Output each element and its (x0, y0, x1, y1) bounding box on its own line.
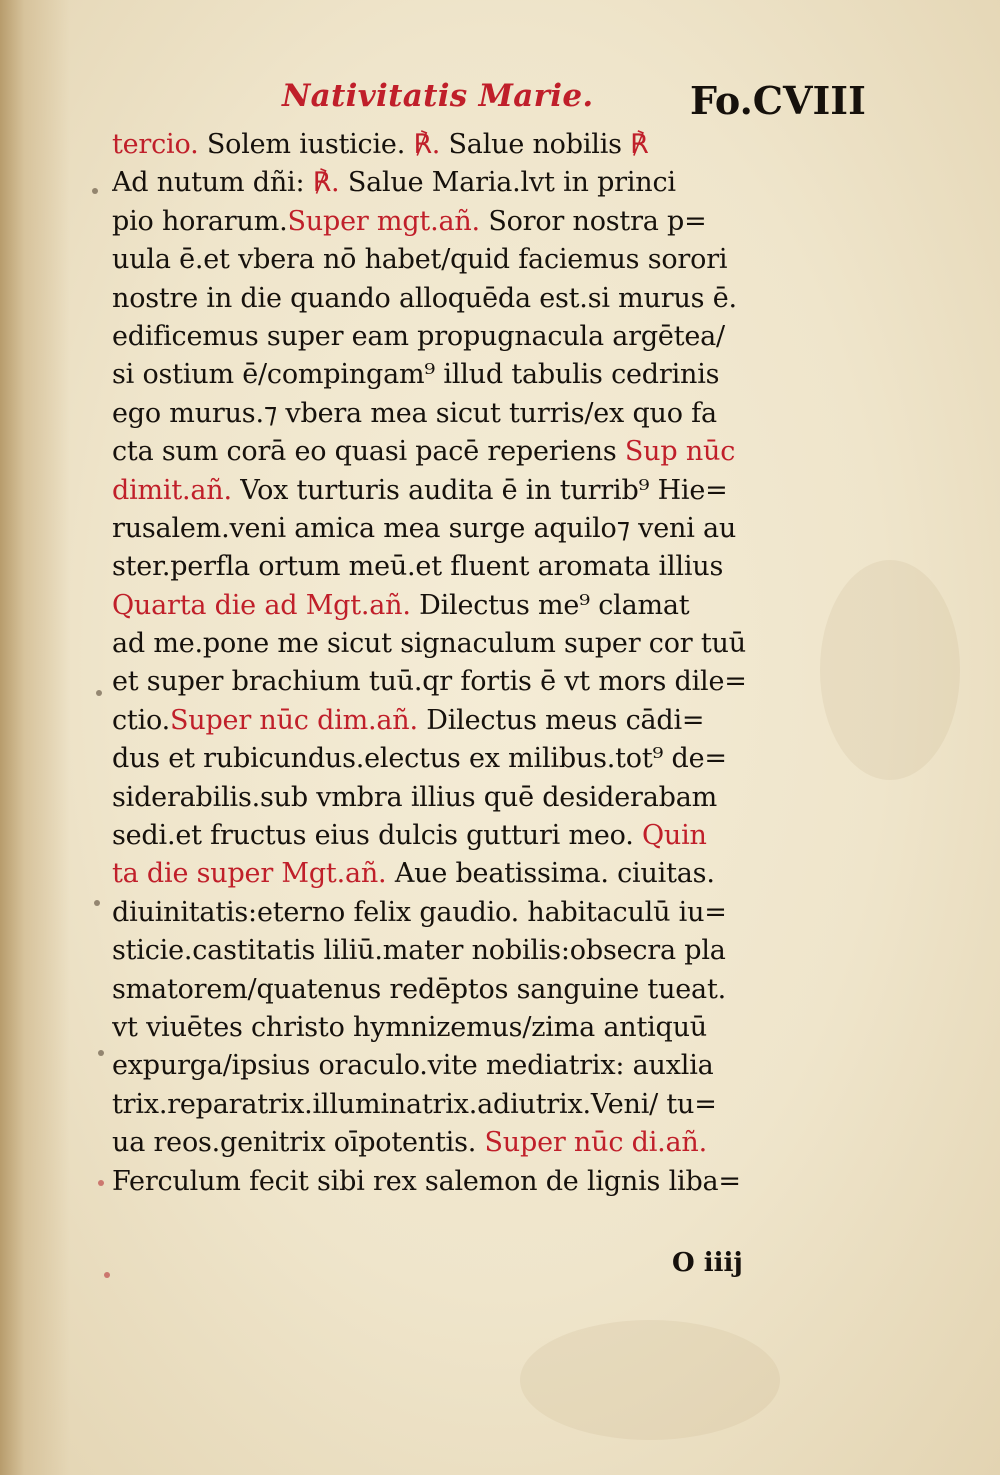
body-text: rusalem.veni amica mea surge aquilo⁊ veni au (112, 512, 737, 544)
rubric-text: ℟. (312, 167, 348, 199)
text-line (112, 1009, 882, 1047)
text-line (112, 126, 882, 164)
body-text: et super brachium tuū.qr fortis ē vt mors dile= (112, 666, 747, 698)
ink-speck (92, 188, 98, 194)
text-line (112, 203, 882, 241)
body-text: Solem iusticie. (206, 129, 414, 160)
rubric-text: Quin (642, 820, 707, 852)
body-text: uula ē.et vbera nō habet/quid faciemus sorori (112, 244, 728, 276)
ink-speck (104, 1272, 110, 1278)
rubric-text: Super mgt.añ. (287, 205, 489, 237)
body-text: siderabilis.sub vmbra illius quē desiderabam (112, 781, 718, 813)
text-line (112, 817, 882, 855)
body-text: Vox turturis audita ē in turrib⁹ Hie= (240, 474, 728, 506)
body-text: pio horarum. (112, 205, 288, 237)
text-line (112, 548, 882, 586)
body-text: ua reos.genitrix oīpotentis. (112, 1127, 485, 1159)
body-text: sedi.et fructus eius dulcis gutturi meo. (112, 820, 642, 852)
text-line (112, 356, 882, 394)
body-text: smatorem/quatenus redēptos sanguine tueat. (112, 973, 726, 1005)
signature-mark: O iiij (672, 1248, 743, 1278)
text-line (112, 587, 882, 625)
rubric-text: Super nūc dim.añ. (169, 704, 427, 736)
text-line (112, 702, 882, 740)
body-text: si ostium ē/compingam⁹ illud tabulis cedrinis (112, 359, 720, 391)
body-text: ster.perfla ortum meū.et fluent aromata illius (112, 551, 724, 583)
ink-speck (98, 1050, 104, 1056)
body-text: vt viuētes christo hymnizemus/zima antiquū (112, 1011, 707, 1043)
body-text: Aue beatissima. ciuitas. (394, 858, 715, 890)
ink-speck (98, 1180, 104, 1186)
rubric-text: ta die super Mgt.añ. (112, 858, 395, 890)
text-line (112, 1086, 882, 1124)
rubric-text: Super nūc di.añ. (484, 1127, 707, 1159)
text-line (112, 740, 882, 778)
text-line (112, 395, 882, 433)
text-block (112, 126, 882, 1201)
body-text: Ferculum fecit sibi rex salemon de lignis liba= (112, 1165, 741, 1197)
body-text: Dilectus meus cādi= (426, 704, 705, 736)
body-text: Salue nobilis (448, 129, 631, 160)
body-text: expurga/ipsius oraculo.vite mediatrix: auxlia (112, 1050, 714, 1082)
rubric-text: ℟. (413, 129, 449, 160)
text-line (112, 164, 882, 202)
text-line (112, 472, 882, 510)
rubric-text: ℟ (630, 129, 649, 160)
text-line (112, 894, 882, 932)
running-header-title: Nativitatis Marie. (282, 78, 594, 114)
folio-number: Fo.CVIII (690, 78, 866, 123)
text-line (112, 625, 882, 663)
body-text: cta sum corā eo quasi pacē reperiens (112, 436, 625, 468)
text-line (112, 510, 882, 548)
body-text: ctio. (112, 704, 170, 736)
body-text: Dilectus me⁹ clamat (419, 589, 690, 621)
body-text: trix.reparatrix.illuminatrix.adiutrix.Veni/ tu= (112, 1088, 717, 1120)
body-text: Salue Maria.lvt in princi (347, 167, 676, 199)
ink-speck (94, 900, 100, 906)
body-text: edificemus super eam propugnacula argētea/ (112, 320, 725, 352)
text-line (112, 1163, 882, 1201)
text-line (112, 663, 882, 701)
text-line (112, 318, 882, 356)
text-line (112, 779, 882, 817)
text-line (112, 932, 882, 970)
text-line (112, 280, 882, 318)
text-line (112, 971, 882, 1009)
body-text: diuinitatis:eterno felix gaudio. habitaculū iu= (112, 896, 727, 928)
rubric-text: tercio. (112, 129, 207, 160)
page-gutter-shadow (0, 0, 70, 1475)
paper-stain (520, 1320, 780, 1440)
ink-speck (96, 690, 102, 696)
rubric-text: dimit.añ. (112, 474, 241, 506)
body-text: sticie.castitatis liliū.mater nobilis:obsecra pla (112, 935, 726, 967)
rubric-text: Quarta die ad Mgt.añ. (112, 589, 420, 621)
text-line (112, 1124, 882, 1162)
text-line (112, 1047, 882, 1085)
body-text: Soror nostra p= (488, 205, 707, 237)
rubric-text: Sup nūc (624, 436, 736, 468)
body-text: ego murus.⁊ vbera mea sicut turris/ex quo fa (112, 397, 717, 429)
text-line (112, 855, 882, 893)
body-text: nostre in die quando alloquēda est.si murus ē. (112, 282, 737, 314)
text-line (112, 433, 882, 471)
body-text: Ad nutum dñi: (112, 167, 313, 199)
body-text: dus et rubicundus.electus ex milibus.tot⁹ de= (112, 743, 727, 775)
text-line (112, 241, 882, 279)
body-text: ad me.pone me sicut signaculum super cor tuū (112, 628, 746, 660)
